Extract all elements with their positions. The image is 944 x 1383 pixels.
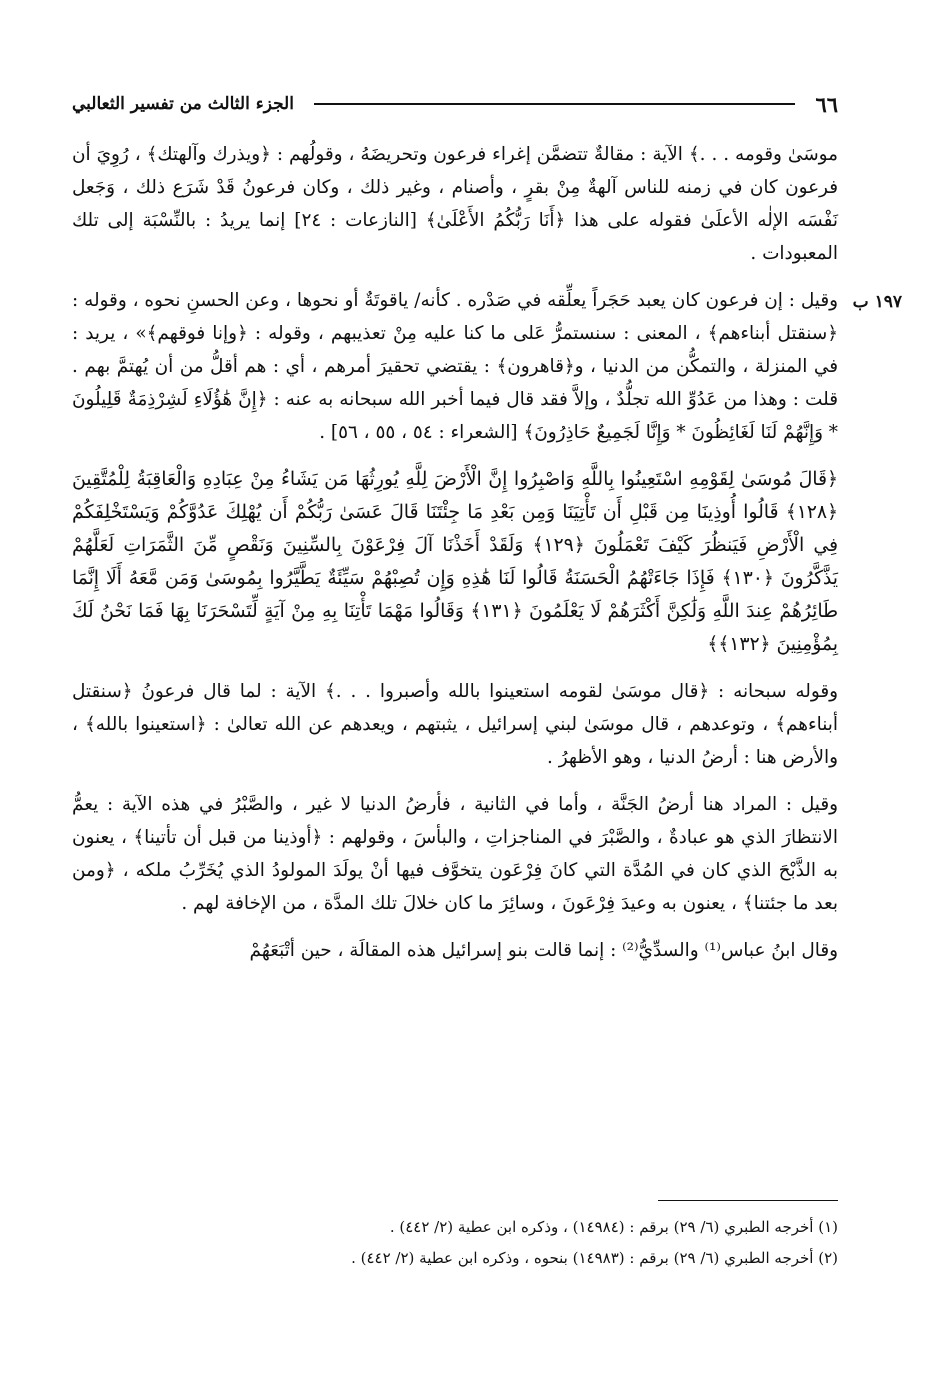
page-header	[72, 86, 838, 122]
running-title: الجزء الثالث من تفسير الثعالبي	[72, 94, 294, 114]
footnote-1: (١) أخرجه الطبري (٦/ ٢٩) برقم : (١٤٩٨٤) ، وذكره ابن عطية (٢/ ٤٤٢) .	[389, 1218, 838, 1236]
paragraph-6: وقال ابنُ عباس⁽¹⁾ والسدِّيُّ⁽²⁾ : إنما قالت بنو إسرائيل هذه المقالَة ، حين أتْبَعَهُمْ	[249, 940, 838, 961]
paragraph-4: وقوله سبحانه : ﴿قال موسَىٰ لقومه استعينوا بالله وأصبروا . . .﴾ الآية : لما قال فرعونُ ﴿سنقتل أبناءهم﴾ ، وتوعدهم ، قال موسَىٰ لبني إسرائيل ، يثبتهم ، ويعدهم عن الله تعالىٰ : ﴿استعينوا بالله﴾ ، والأرض هنا : أرضُ الدنيا ، وهو الأظهرُ .	[72, 681, 838, 768]
body-text	[72, 138, 902, 967]
footnote-rule	[658, 1200, 838, 1201]
paragraph-5: وقيل : المراد هنا أرضُ الجَنَّة ، وأما في الثانية ، فأرضُ الدنيا لا غير ، والصَّبْرُ في هذه الآية : يعمُّ الانتظارَ الذي هو عبادةٌ ، والصَّبْرَ في المناجزاتِ ، والبأسَ ، وقولهم : ﴿أوذينا من قبل أن تأتينا﴾ ، يعنون به الذَّبْحَ الذي كان في المُدَّة التي كانَ فِرْعَون يتخوَّف فيها أنْ يولَدَ المولودُ الذي يُخَرِّبُ ملكه ، ﴿ومن بعد ما جئتنا﴾ ، يعنون به وعيدَ فِرْعَونَ ، وسائِرَ ما كان خلالَ تلك المدَّة ، من الإخافة لهم .	[72, 794, 838, 914]
page-number: ٦٦	[815, 91, 838, 117]
header-rule	[314, 103, 795, 105]
quran-verses: ﴿قَالَ مُوسَىٰ لِقَوْمِهِ اسْتَعِينُوا بِاللَّهِ وَاصْبِرُوا إِنَّ الْأَرْضَ لِلَّهِ يُورِثُهَا مَن يَشَاءُ مِنْ عِبَادِهِ وَالْعَاقِبَةُ لِلْمُتَّقِينَ ﴿١٢٨﴾ قَالُوا أُوذِينَا مِن قَبْلِ أَن تَأْتِيَنَا وَمِن بَعْدِ مَا جِئْتَنَا قَالَ عَسَىٰ رَبُّكُمْ أَن يُهْلِكَ عَدُوَّكُمْ وَيَسْتَخْلِفَكُمْ فِي الْأَرْضِ فَيَنظُرَ كَيْفَ تَعْمَلُونَ ﴿١٢٩﴾ وَلَقَدْ أَخَذْنَا آلَ فِرْعَوْنَ بِالسِّنِينَ وَنَقْصٍ مِّنَ الثَّمَرَاتِ لَعَلَّهُمْ يَذَّكَّرُونَ ﴿١٣٠﴾ فَإِذَا جَاءَتْهُمُ الْحَسَنَةُ قَالُوا لَنَا هَٰذِهِ وَإِن تُصِبْهُمْ سَيِّئَةٌ يَطَّيَّرُوا بِمُوسَىٰ وَمَن مَّعَهُ أَلَا إِنَّمَا طَائِرُهُمْ عِندَ اللَّهِ وَلَٰكِنَّ أَكْثَرَهُمْ لَا يَعْلَمُونَ ﴿١٣١﴾ وَقَالُوا مَهْمَا تَأْتِنَا بِهِ مِنْ آيَةٍ لِّتَسْحَرَنَا بِهَا فَمَا نَحْنُ لَكَ بِمُؤْمِنِينَ ﴿١٣٢﴾﴾	[72, 469, 838, 655]
page	[72, 86, 902, 1316]
paragraph-2-wrapper	[72, 284, 902, 449]
paragraph-2: وقيل : إن فرعون كان يعبد حَجَراً يعلِّقه في صَدْره . كأنه/ ياقوتَةٌ أو نحوها ، وعن الحسنِ نحوه ، وقوله : ﴿سنقتل أبناءهم﴾ ، المعنى : سنستمرُّ عَلى ما كنا عليه مِنْ تعذيبهم ، وقوله : ﴿وإنا فوقهم﴾» ، يريد : في المنزلة ، والتمكُّن من الدنيا ، و﴿قاهرون﴾ : يقتضي تحقيرَ أمرهم ، أي : هم أقلُّ من أن يُهتمَّ بهم . قلت : وهذا من عَدُوِّ الله تجلُّدٌ ، وإلاَّ فقد قال فيما أخبر الله سبحانه به عنه : ﴿إِنَّ هَٰؤُلَاءِ لَشِرْذِمَةٌ قَلِيلُونَ * وَإِنَّهُمْ لَنَا لَغَائِظُونَ * وَإِنَّا لَجَمِيعٌ حَاذِرُونَ﴾ [الشعراء : ٥٤ ، ٥٥ ، ٥٦] .	[72, 290, 838, 443]
footnote-2: (٢) أخرجه الطبري (٦/ ٢٩) برقم : (١٤٩٨٣) بنحوه ، وذكره ابن عطية (٢/ ٤٤٢) .	[351, 1249, 838, 1267]
margin-folio-note: ١٩٧ ب	[852, 292, 902, 312]
paragraph-1: موسَىٰ وقومه . . .﴾ الآية : مقالةٌ تتضمَّن إغراء فرعون وتحريضَهُ ، وقولُهم : ﴿ويذرك وآلهتك﴾ ، رُوِيَ أن فرعون كان في زمنه للناس آلهةٌ مِنْ بقرٍ ، وأصنام ، وغير ذلك ، وكان فرعونُ قَدْ شَرَع ذلك ، وَجَعل نَفْسَه الإلٰه الأعلَىٰ فقوله على هذا ﴿أَنَا رَبُّكُمُ الأَعْلَىٰ﴾ [النازعات : ٢٤] إنما يريدُ : بالنِّسْبَة إلى تلك المعبودات .	[72, 144, 838, 264]
footnotes	[72, 1212, 838, 1274]
